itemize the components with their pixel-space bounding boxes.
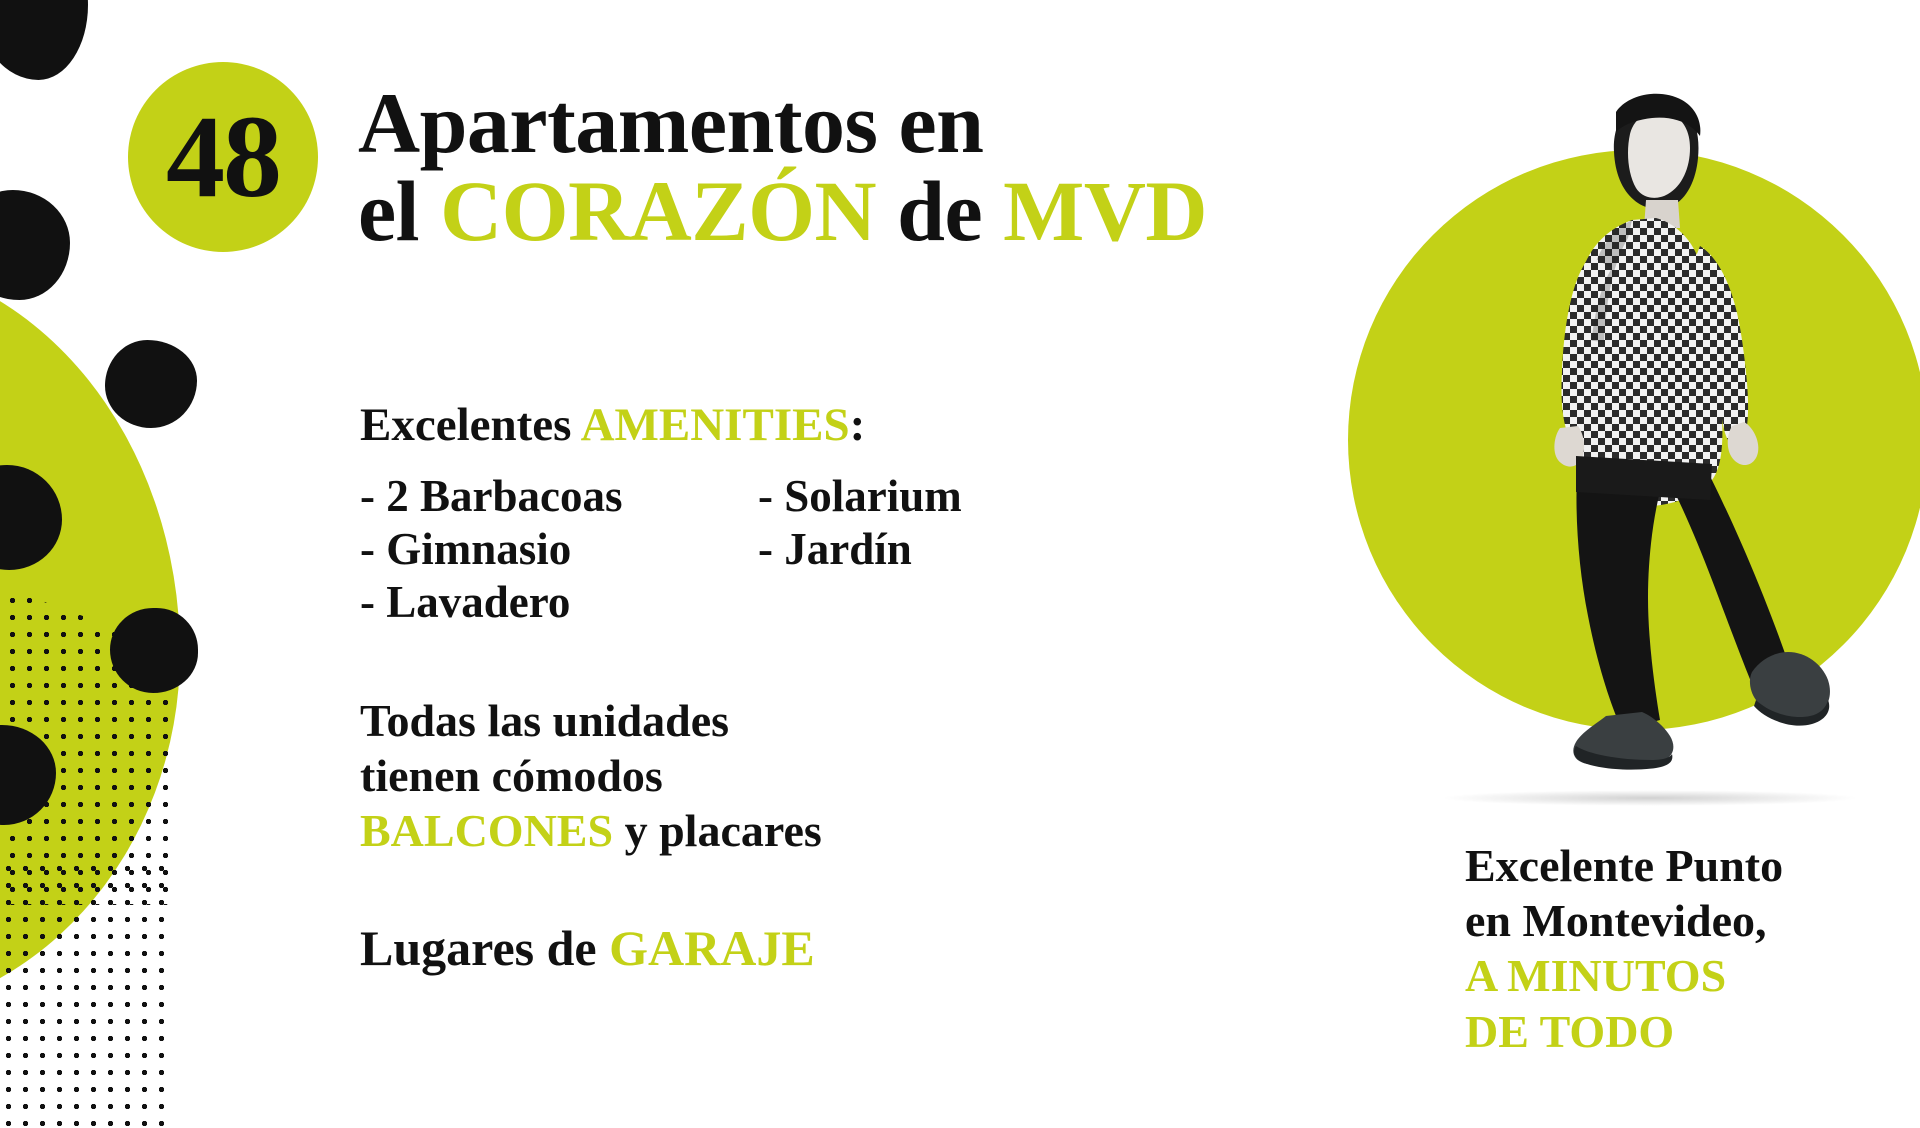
headline-corazon: CORAZÓN (440, 162, 877, 259)
black-dot-2 (0, 190, 70, 300)
balconies-line-2: tienen cómodos (360, 750, 663, 802)
garage-line (360, 921, 1140, 976)
amenities-heading-keyword: AMENITIES (580, 399, 850, 451)
headline-line2-prefix: el (358, 162, 441, 259)
headline-line-2 (358, 162, 1358, 259)
right-photo-panel (1320, 0, 1920, 1128)
balconies-line-3 (360, 803, 1040, 858)
halftone-dots-lower (0, 860, 175, 1128)
location-caption-line-3: A MINUTOS (1465, 950, 1727, 1002)
amenities-list-left (360, 470, 730, 629)
headline-line-1 (358, 75, 1358, 171)
walking-man-photo (1360, 60, 1920, 800)
list-item: - Jardín (758, 523, 912, 574)
black-dot-5 (110, 608, 198, 693)
location-caption-line-2: en Montevideo, (1465, 895, 1767, 947)
body-content (360, 400, 1140, 976)
amenities-heading-prefix: Excelentes (360, 399, 581, 451)
amenities-heading (360, 400, 1140, 452)
list-item: - Lavadero (360, 576, 571, 627)
location-caption-line-4: DE TODO (1465, 1005, 1675, 1057)
list-item: - Solarium (758, 470, 962, 521)
amenities-lists (360, 470, 1140, 629)
balconies-line-1: Todas las unidades (360, 694, 730, 746)
garage-keyword: GARAJE (609, 919, 815, 976)
balconies-paragraph (360, 693, 1040, 859)
unit-count-badge (128, 62, 318, 252)
headline-mvd: MVD (1003, 162, 1208, 259)
garage-prefix: Lugares de (360, 919, 610, 976)
black-dot-3 (105, 340, 197, 428)
black-dot-1 (0, 0, 88, 80)
page-title (358, 75, 1358, 259)
amenities-heading-colon: : (849, 399, 866, 451)
location-caption-line-1: Excelente Punto (1465, 840, 1784, 891)
location-caption (1465, 838, 1920, 1059)
headline-line2-mid: de (876, 162, 1004, 259)
amenities-list-right (758, 470, 962, 629)
balcones-keyword: BALCONES (360, 805, 614, 857)
headline-line1-text: Apartamentos en (358, 75, 984, 171)
balconies-line3-suffix: y placares (613, 805, 822, 857)
unit-count-number: 48 (166, 91, 280, 222)
list-item: - 2 Barbacoas (360, 470, 623, 521)
list-item: - Gimnasio (360, 523, 572, 574)
